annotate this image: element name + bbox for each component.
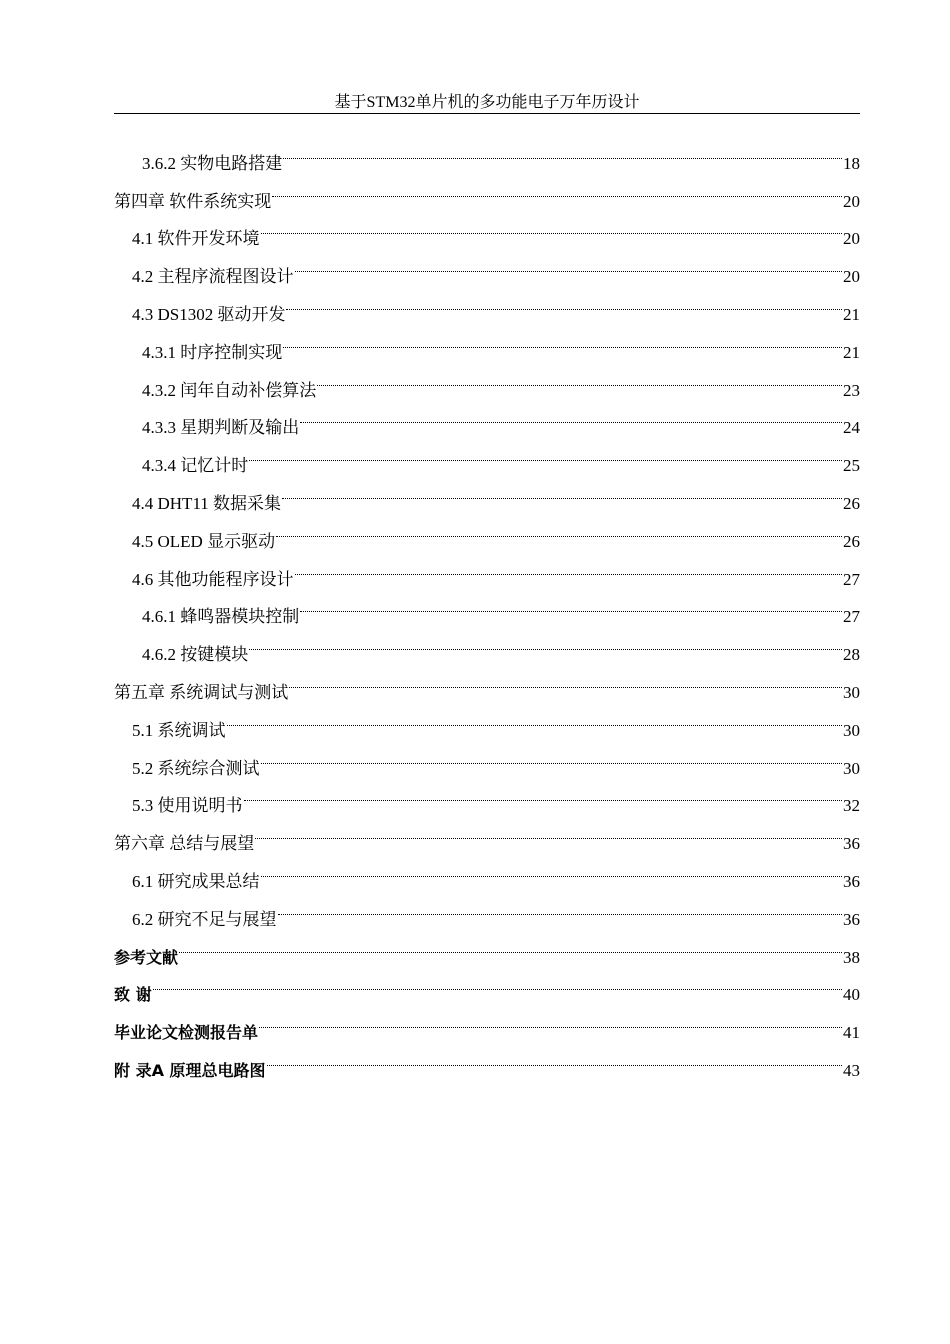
page-header-title: 基于STM32单片机的多功能电子万年历设计 [334,94,640,111]
toc-entry-page-number: 28 [843,645,860,665]
toc-entry-page-number: 20 [843,267,860,287]
toc-entry-page-number: 41 [843,1023,860,1043]
toc-entry-label: 4.3 DS1302 驱动开发 [132,304,286,324]
toc-dot-leader [286,282,842,320]
toc-dot-leader [317,358,842,396]
toc-entry-page-number: 30 [843,758,860,778]
toc-entry[interactable] [114,963,860,1005]
toc-entry[interactable] [114,131,860,173]
toc-entry-label: 5.2 系统综合测试 [132,758,260,778]
toc-entry-page-number: 43 [843,1060,860,1080]
toc-dot-leader [267,1038,842,1076]
toc-entry[interactable] [114,1000,860,1043]
toc-entry-label: 6.2 研究不足与展望 [132,909,277,929]
toc-entry-label: 4.1 软件开发环境 [132,229,260,249]
toc-dot-leader [276,509,842,547]
page-header [114,92,860,114]
toc-entry-page-number: 26 [843,493,860,513]
toc-entry-label: 4.3.3 星期判断及输出 [142,418,300,438]
toc-entry-page-number: 27 [843,569,860,589]
toc-dot-leader [272,169,842,207]
toc-entry-page-number: 32 [843,796,860,816]
toc-entry-label: 4.3.4 记忆计时 [142,456,249,476]
toc-entry-label: 4.3.2 闰年自动补偿算法 [142,380,317,400]
toc-entry-page-number: 27 [843,607,860,627]
toc-dot-leader [283,131,842,169]
toc-entry-page-number: 38 [843,947,860,967]
toc-entry-label: 参考文献 [114,947,179,967]
toc-entry-page-number: 40 [843,985,860,1005]
toc-entry-page-number: 23 [843,380,860,400]
toc-entry-page-number: 20 [843,191,860,211]
toc-entry-page-number: 36 [843,871,860,891]
toc-entry-label: 6.1 研究成果总结 [132,871,260,891]
toc-entry-label: 第六章 总结与展望 [114,834,255,854]
toc-dot-leader [283,320,842,358]
toc-entry-label: 4.6.2 按键模块 [142,645,249,665]
toc-entry[interactable] [114,736,860,778]
toc-entry-label: 致 谢 [114,985,152,1005]
toc-entry-page-number: 18 [843,153,860,173]
toc-entry-label: 第五章 系统调试与测试 [114,682,289,702]
toc-entry-page-number: 26 [843,531,860,551]
toc-dot-leader [300,585,842,623]
toc-entry-label: 4.6 其他功能程序设计 [132,569,294,589]
toc-dot-leader [249,622,842,660]
toc-dot-leader [261,207,843,245]
toc-entry-page-number: 30 [843,720,860,740]
toc-entry-label: 5.1 系统调试 [132,720,226,740]
toc-entry-label: 5.3 使用说明书 [132,796,243,816]
toc-dot-leader [261,736,843,774]
toc-dot-leader [295,244,843,282]
toc-entry-page-number: 21 [843,304,860,324]
toc-entry-page-number: 24 [843,418,860,438]
toc-dot-leader [244,774,843,812]
toc-dot-leader [278,887,843,925]
toc-entry-page-number: 25 [843,456,860,476]
toc-entry-label: 4.5 OLED 显示驱动 [132,531,276,551]
toc-entry[interactable] [114,925,860,967]
toc-dot-leader [259,1000,842,1038]
toc-entry-page-number: 36 [843,909,860,929]
toc-dot-leader [153,963,842,1001]
toc-entry-label: 4.6.1 蜂鸣器模块控制 [142,607,300,627]
toc-entry-page-number: 21 [843,342,860,362]
table-of-contents [114,131,860,1080]
toc-dot-leader [282,471,842,509]
toc-entry-page-number: 36 [843,834,860,854]
toc-entry-label: 4.4 DHT11 数据采集 [132,493,282,513]
toc-entry-label: 4.3.1 时序控制实现 [142,342,283,362]
toc-dot-leader [227,698,843,736]
toc-dot-leader [289,660,842,698]
toc-dot-leader [261,849,843,887]
toc-dot-leader [255,811,842,849]
toc-entry-page-number: 20 [843,229,860,249]
toc-dot-leader [295,547,843,585]
toc-entry-label: 4.2 主程序流程图设计 [132,267,294,287]
toc-dot-leader [300,396,842,434]
toc-entry[interactable] [114,698,860,740]
toc-entry-label: 附 录A 原理总电路图 [114,1060,266,1080]
toc-entry-page-number: 30 [843,682,860,702]
toc-entry-label: 第四章 软件系统实现 [114,191,272,211]
toc-entry-label: 毕业论文检测报告单 [114,1023,259,1043]
toc-entry-label: 3.6.2 实物电路搭建 [142,153,283,173]
toc-dot-leader [179,925,842,963]
toc-dot-leader [249,433,842,471]
